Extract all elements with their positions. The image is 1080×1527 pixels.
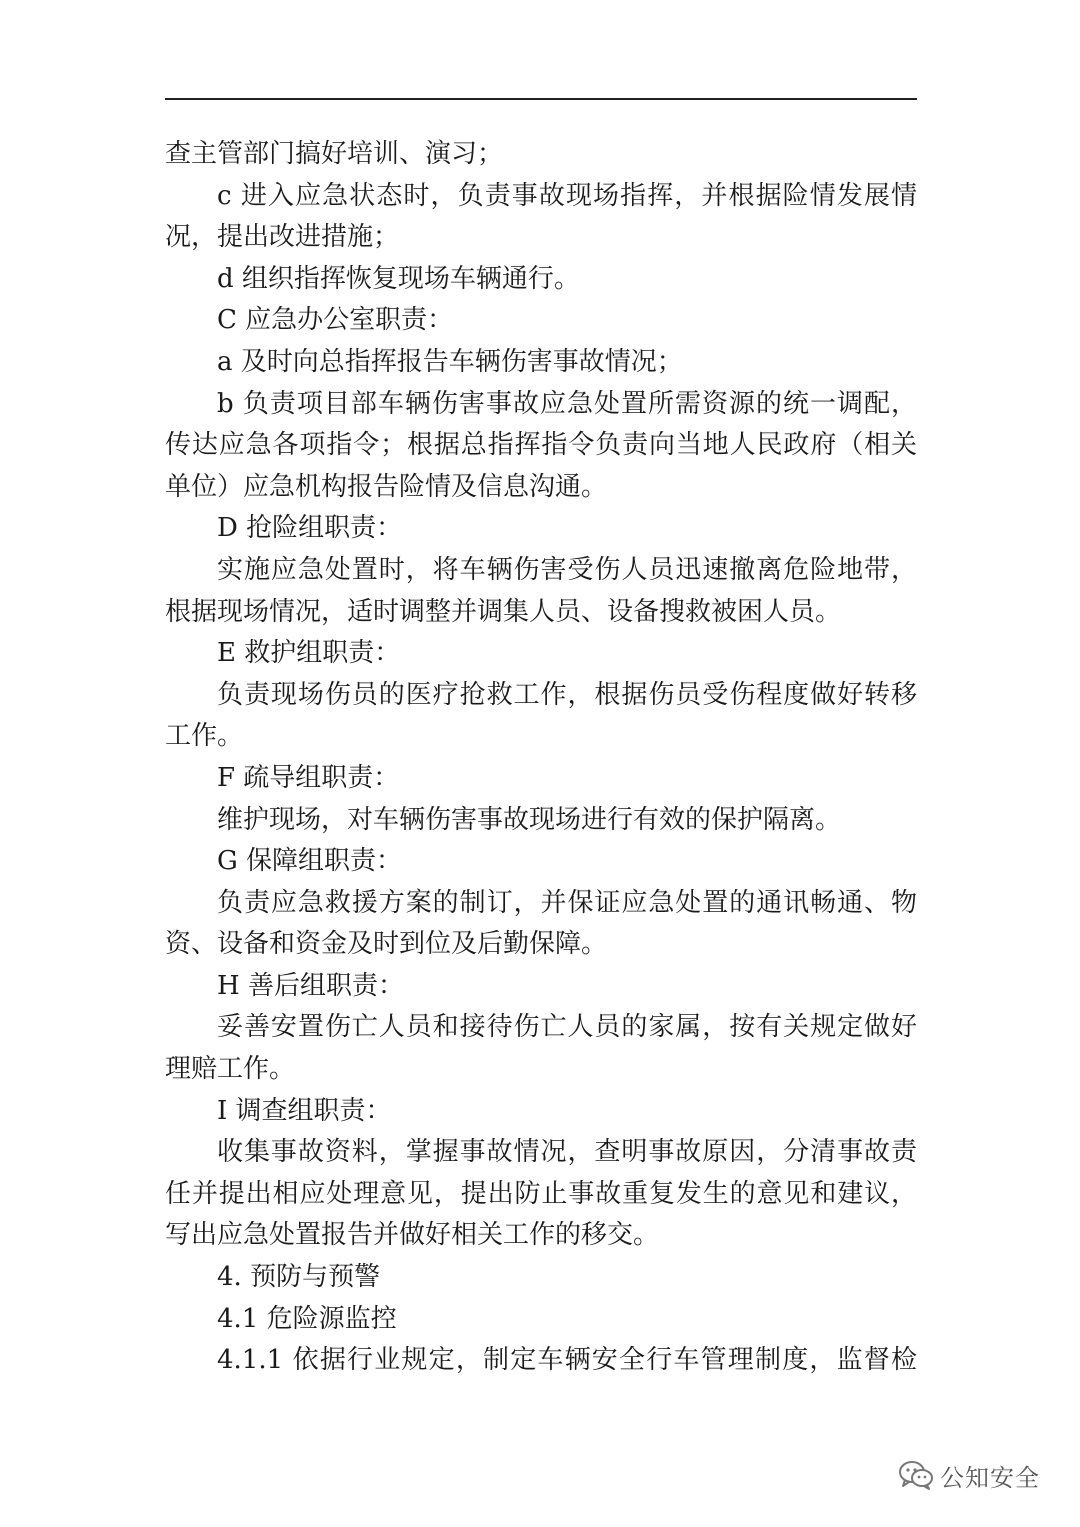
text-line: 负责现场伤员的医疗抢救工作，根据伤员受伤程度做好转移 — [217, 679, 917, 710]
text-line: 实施应急处置时，将车辆伤害受伤人员迅速撤离危险地带， — [217, 554, 917, 585]
text-line: 根据现场情况，适时调整并调集人员、设备搜救被困人员。 — [165, 596, 842, 627]
section-heading: I 调查组职责： — [217, 1095, 392, 1126]
text-line: 维护现场，对车辆伤害事故现场进行有效的保护隔离。 — [217, 804, 842, 835]
section-heading: G 保障组职责： — [217, 846, 403, 877]
text-line: a 及时向总指挥报告车辆伤害事故情况； — [217, 346, 683, 377]
watermark-text: 公知安全 — [940, 1463, 1040, 1492]
text-line: 写出应急处置报告并做好相关工作的移交。 — [165, 1220, 660, 1251]
text-line: d 组织指挥恢复现场车辆通行。 — [217, 263, 580, 294]
section-heading: H 善后组职责： — [217, 970, 404, 1001]
section-heading: 4. 预防与预警 — [217, 1262, 381, 1293]
section-heading: C 应急办公室职责： — [217, 305, 454, 336]
section-heading: 4.1 危险源监控 — [217, 1303, 397, 1334]
text-line: 况，提出改进措施； — [165, 222, 400, 253]
text-line: 理赔工作。 — [165, 1054, 296, 1085]
section-heading: F 疏导组职责： — [217, 762, 400, 793]
text-line: 查主管部门搞好培训、演习； — [165, 139, 504, 169]
text-line: 负责应急救援方案的制订，并保证应急处置的通讯畅通、物 — [217, 887, 917, 918]
text-line: 妥善安置伤亡人员和接待伤亡人员的家属，按有关规定做好 — [217, 1012, 917, 1043]
text-line: 传达应急各项指令；根据总指挥指令负责向当地人民政府（相关 — [165, 430, 917, 461]
header-rule — [165, 98, 917, 100]
text-line: c 进入应急状态时，负责事故现场指挥，并根据险情发展情 — [217, 180, 917, 211]
text-line: 工作。 — [165, 721, 244, 752]
text-line: 收集事故资料，掌握事故情况，查明事故原因，分清事故责 — [217, 1137, 917, 1168]
text-line: 单位）应急机构报告险情及信息沟通。 — [165, 471, 608, 502]
section-heading: D 抢险组职责： — [217, 513, 403, 544]
text-line: 资、设备和资金及时到位及后勤保障。 — [165, 929, 608, 960]
section-heading: E 救护组职责： — [217, 638, 401, 669]
text-line: 任并提出相应处理意见，提出防止事故重复发生的意见和建议， — [165, 1178, 917, 1209]
text-line: b 负责项目部车辆伤害事故应急处置所需资源的统一调配， — [217, 388, 917, 419]
text-line: 4.1.1 依据行业规定，制定车辆安全行车管理制度，监督检 — [217, 1345, 917, 1376]
wechat-icon — [898, 1459, 934, 1491]
document-body — [165, 134, 917, 1382]
watermark — [898, 1455, 1040, 1495]
